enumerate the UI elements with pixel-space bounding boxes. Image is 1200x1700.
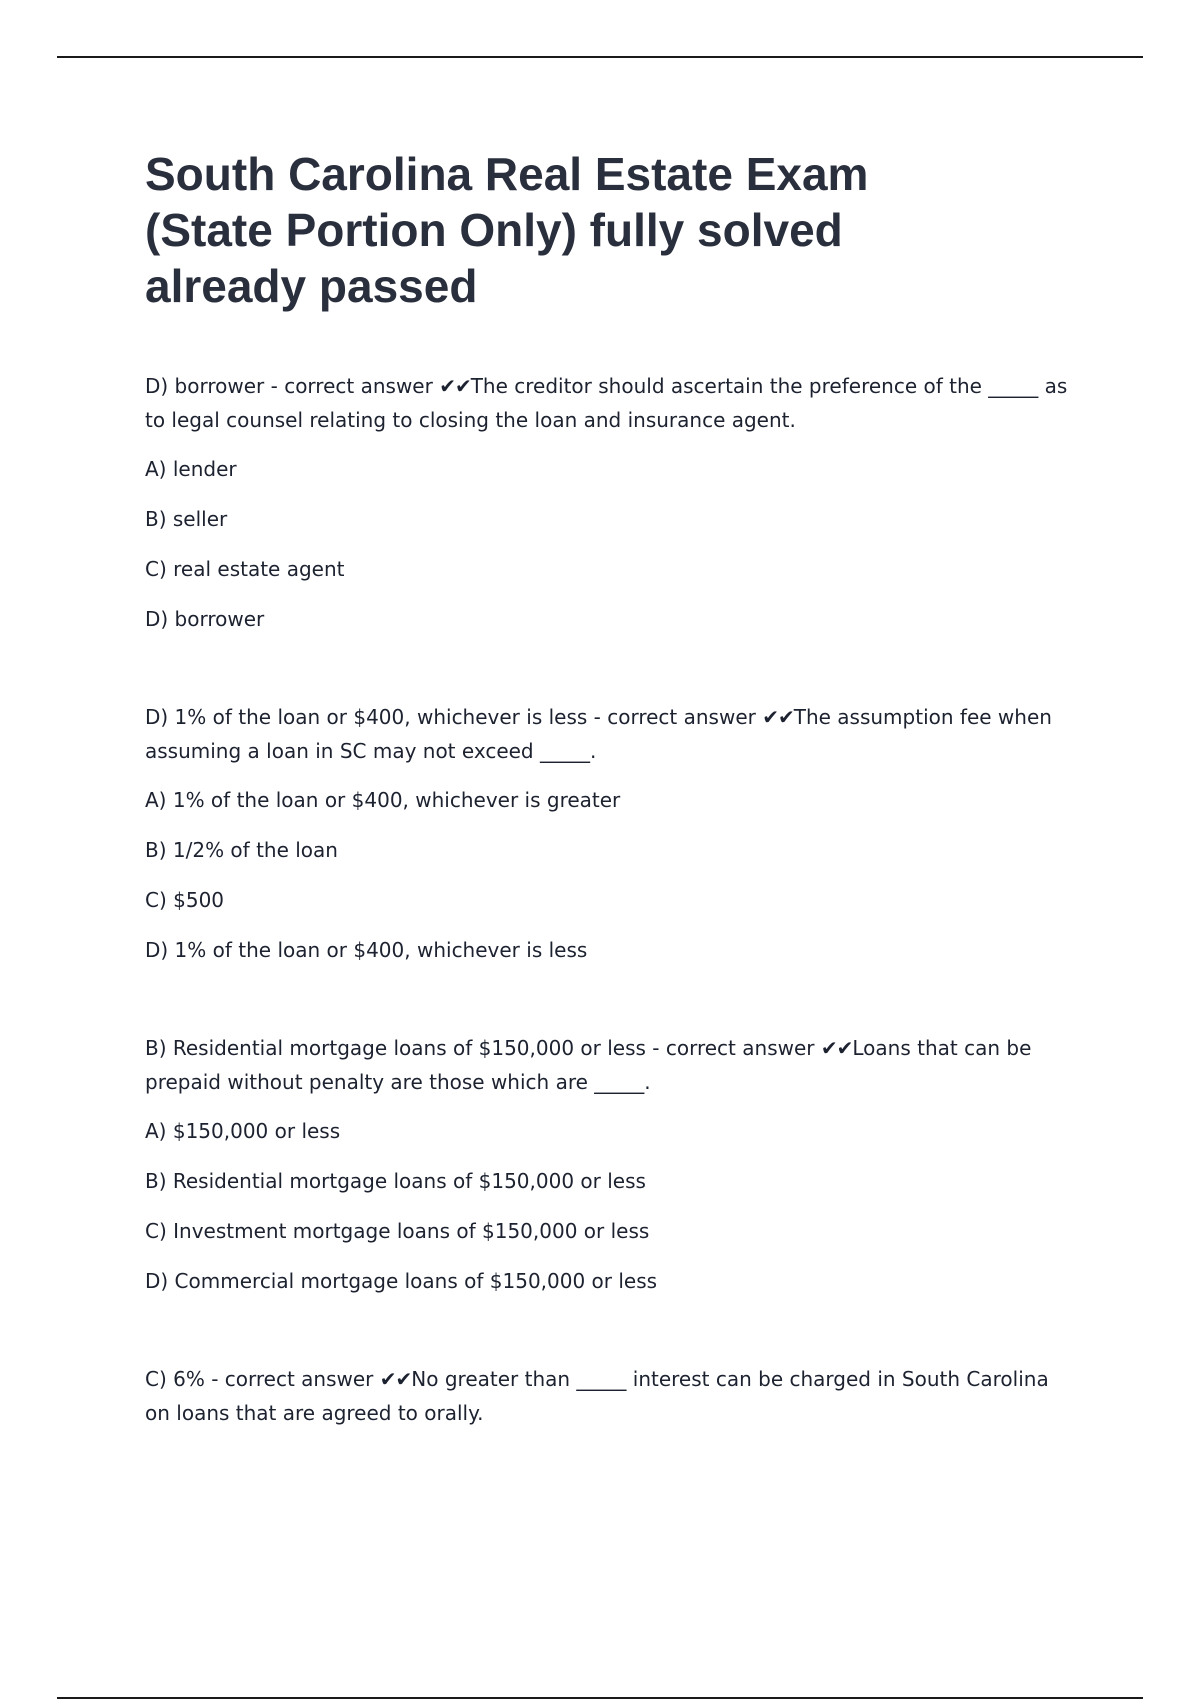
check-mark-icon: ✔✔	[379, 1367, 412, 1391]
qa-item	[145, 700, 1075, 965]
answer-prefix: B) Residential mortgage loans of $150,000 or less - correct answer	[145, 1036, 821, 1060]
option-c: C) Investment mortgage loans of $150,000 or less	[145, 1219, 650, 1243]
option-c: C) real estate agent	[145, 557, 345, 581]
question-text	[145, 1031, 1075, 1099]
qa-item	[145, 369, 1075, 634]
qa-item	[145, 1362, 1075, 1430]
question-body: Loans that can be prepaid without penalty are those which are _____.	[145, 1036, 1032, 1094]
option-b: B) seller	[145, 507, 228, 531]
option-d: D) Commercial mortgage loans of $150,000 or less	[145, 1269, 658, 1293]
option-c: C) $500	[145, 888, 225, 912]
bottom-divider	[57, 1697, 1143, 1699]
check-mark-icon: ✔✔	[820, 1036, 853, 1060]
page-title: South Carolina Real Estate Exam (State Portion Only) fully solved already passed	[145, 148, 869, 312]
check-mark-icon: ✔✔	[439, 374, 471, 398]
document-body	[145, 146, 1075, 1496]
top-divider	[57, 56, 1143, 58]
qa-item	[145, 1031, 1075, 1296]
question-text	[145, 1362, 1075, 1430]
option-b: B) Residential mortgage loans of $150,000 or less	[145, 1169, 646, 1193]
question-body: The creditor should ascertain the preference of the _____ as to legal counsel relating to closing the loan and insurance agent.	[145, 374, 1068, 432]
option-b: B) 1/2% of the loan	[145, 838, 338, 862]
question-body: No greater than _____ interest can be charged in South Carolina on loans that are agreed to orally.	[145, 1367, 1049, 1425]
option-a: A) lender	[145, 457, 237, 481]
answer-prefix: C) 6% - correct answer	[145, 1367, 380, 1391]
option-a: A) $150,000 or less	[145, 1119, 341, 1143]
check-mark-icon: ✔✔	[762, 705, 794, 729]
question-text	[145, 369, 1075, 437]
question-body: The assumption fee when assuming a loan in SC may not exceed _____.	[145, 705, 1052, 763]
answer-prefix: D) 1% of the loan or $400, whichever is less - correct answer	[145, 705, 763, 729]
answer-prefix: D) borrower - correct answer	[145, 374, 440, 398]
question-text	[145, 700, 1075, 768]
option-a: A) 1% of the loan or $400, whichever is greater	[145, 788, 621, 812]
qa-list	[145, 369, 1075, 1430]
option-d: D) borrower	[145, 607, 265, 631]
option-d: D) 1% of the loan or $400, whichever is less	[145, 938, 588, 962]
